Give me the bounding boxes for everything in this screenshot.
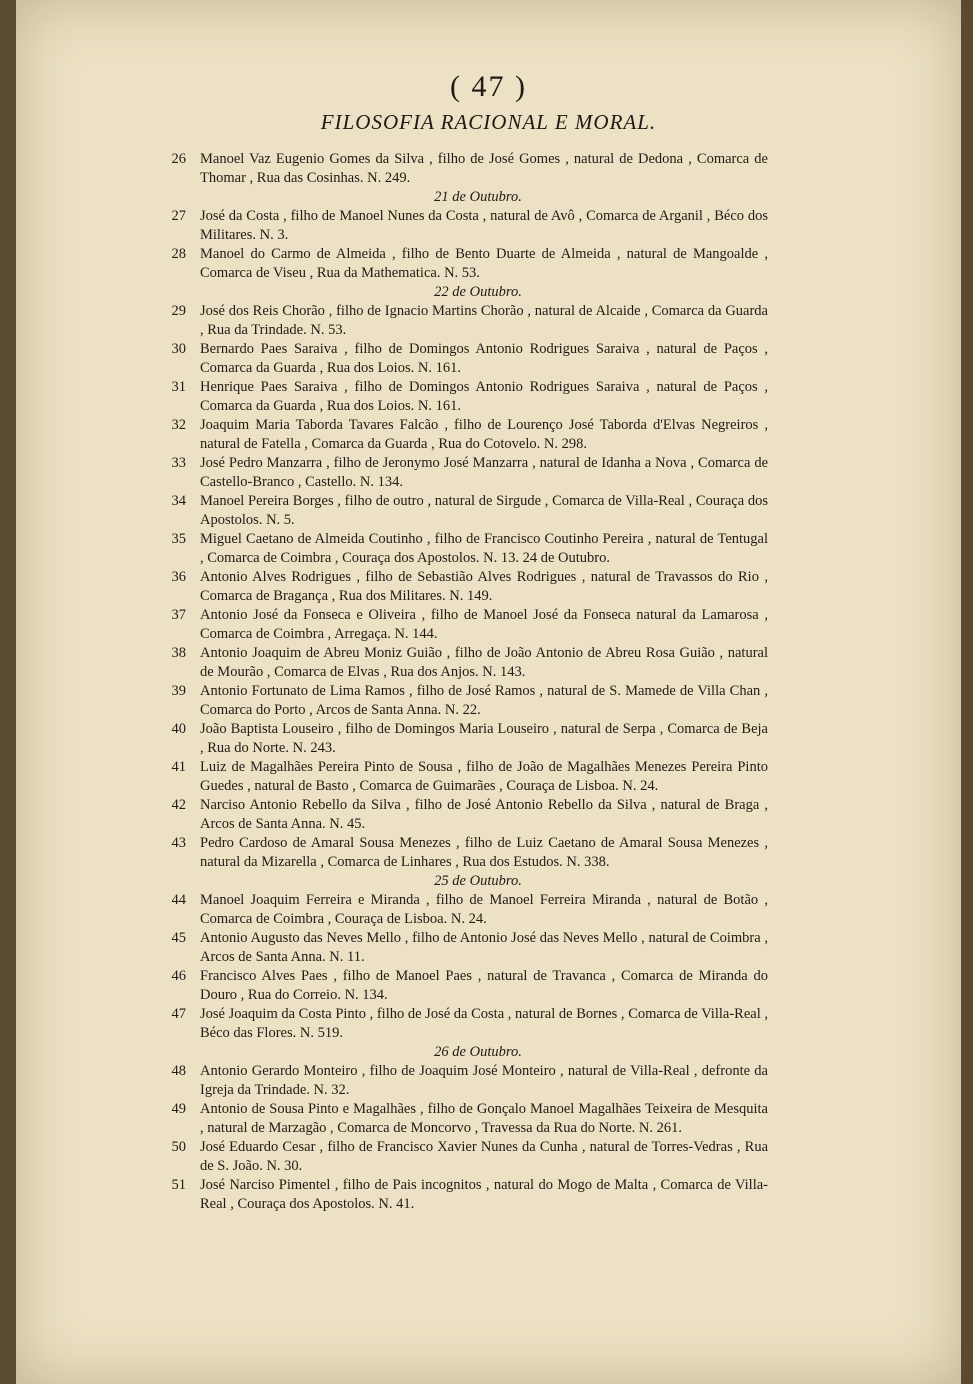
entry-text: Antonio José da Fonseca e Oliveira , filho de Manoel José da Fonseca natural da Lamarosa , Comarca de Coimbra , Arregaça. N. 144. [200,607,768,642]
date-heading: 22 de Outubro. [434,284,522,300]
entry-text: Manoel Pereira Borges , filho de outro , natural de Sirgude , Comarca de Villa-Real , Couraça dos Apostolos. N. 5. [200,493,768,528]
date-heading: 21 de Outubro. [434,189,522,205]
entry-number: 31 [171,379,186,395]
entry-number: 32 [171,417,186,433]
entry-number: 26 [171,151,186,167]
entry-number: 37 [171,607,186,623]
list-item [171,245,768,283]
entry-number: 46 [171,968,186,984]
entry-text: Bernardo Paes Saraiva , filho de Domingos Antonio Rodrigues Saraiva , natural de Paços , Comarca da Guarda , Rua dos Loios. N. 161. [200,341,768,376]
list-item [171,302,768,340]
list-item [171,454,768,492]
entry-number: 34 [171,493,186,509]
list-item [171,796,768,834]
list-item [171,682,768,720]
entry-text: Luiz de Magalhães Pereira Pinto de Sousa , filho de João de Magalhães Menezes Pereira Pinto Guedes , natural de Basto , Comarca de Guimarães , Couraça de Lisboa. N. 24. [200,759,768,794]
list-item [171,416,768,454]
entry-text: João Baptista Louseiro , filho de Domingos Maria Louseiro , natural de Serpa , Comarca de Beja , Rua do Norte. N. 243. [200,721,768,756]
entry-text: Antonio Joaquim de Abreu Moniz Guião , filho de João Antonio de Abreu Rosa Guião , natural de Mourão , Comarca de Elvas , Rua dos Anjos. N. 143. [200,645,768,680]
entry-number: 38 [171,645,186,661]
list-item [171,207,768,245]
page-number: ( 47 ) [450,70,527,103]
list-item [171,150,768,188]
entry-text: José Pedro Manzarra , filho de Jeronymo José Manzarra , natural de Idanha a Nova , Comarca de Castello-Branco , Castello. N. 134. [200,455,768,490]
entry-number: 48 [171,1063,186,1079]
entry-list [171,150,768,1214]
entry-number: 30 [171,341,186,357]
entry-text: Pedro Cardoso de Amaral Sousa Menezes , filho de Luiz Caetano de Amaral Sousa Menezes , natural da Mizarella , Comarca de Linhares , Rua dos Estudos. N. 338. [200,835,768,870]
list-item [171,1005,768,1043]
entry-text: Antonio Augusto das Neves Mello , filho de Antonio José das Neves Mello , natural de Coimbra , Arcos de Santa Anna. N. 11. [200,930,768,965]
entry-number: 41 [171,759,186,775]
list-item [171,967,768,1005]
entry-number: 39 [171,683,186,699]
entry-number: 36 [171,569,186,585]
entry-text: José Joaquim da Costa Pinto , filho de José da Costa , natural de Bornes , Comarca de Villa-Real , Béco das Flores. N. 519. [200,1006,768,1041]
entry-number: 43 [171,835,186,851]
section-title: FILOSOFIA RACIONAL E MORAL. [320,110,657,134]
list-item [171,606,768,644]
entry-text: Antonio Alves Rodrigues , filho de Sebastião Alves Rodrigues , natural de Travassos do Rio , Comarca de Bragança , Rua dos Militares. N. 149. [200,569,768,604]
entry-text: Antonio Gerardo Monteiro , filho de Joaquim José Monteiro , natural de Villa-Real , defronte da Igreja da Trindade. N. 32. [200,1063,768,1098]
entry-text: Henrique Paes Saraiva , filho de Domingos Antonio Rodrigues Saraiva , natural de Paços , Comarca da Guarda , Rua dos Loios. N. 161. [200,379,768,414]
list-item [171,1138,768,1176]
entry-number: 44 [171,892,186,908]
entry-number: 27 [171,208,186,224]
list-item [171,834,768,872]
entry-number: 47 [171,1006,186,1022]
list-item [171,1100,768,1138]
list-item [171,929,768,967]
list-item [171,644,768,682]
list-item [171,492,768,530]
entry-number: 29 [171,303,186,319]
entry-text: José Narciso Pimentel , filho de Pais incognitos , natural do Mogo de Malta , Comarca de Villa-Real , Couraça dos Apostolos. N. 41. [200,1177,768,1212]
entry-text: Manoel Vaz Eugenio Gomes da Silva , filho de José Gomes , natural de Dedona , Comarca de Thomar , Rua das Cosinhas. N. 249. [200,151,768,186]
entry-text: Francisco Alves Paes , filho de Manoel Paes , natural de Travanca , Comarca de Miranda do Douro , Rua do Correio. N. 134. [200,968,768,1003]
entry-number: 40 [171,721,186,737]
document-page [16,0,961,1384]
entry-text: José da Costa , filho de Manoel Nunes da Costa , natural de Avô , Comarca de Arganil , Béco dos Militares. N. 3. [200,208,768,243]
entry-text: Antonio de Sousa Pinto e Magalhães , filho de Gonçalo Manoel Magalhães Teixeira de Mesquita , natural de Marzagão , Comarca de Moncorvo , Travessa da Rua do Norte. N. 261. [200,1101,768,1136]
list-item [171,1062,768,1100]
entry-number: 50 [171,1139,186,1155]
entry-text: Narciso Antonio Rebello da Silva , filho de José Antonio Rebello da Silva , natural de Braga , Arcos de Santa Anna. N. 45. [200,797,768,832]
list-item [171,530,768,568]
list-item [171,758,768,796]
list-item [171,1176,768,1214]
list-item [171,378,768,416]
entry-number: 51 [171,1177,186,1193]
list-item [171,568,768,606]
entry-text: Miguel Caetano de Almeida Coutinho , filho de Francisco Coutinho Pereira , natural de Tentugal , Comarca de Coimbra , Couraça dos Apostolos. N. 13. 24 de Outubro. [200,531,768,566]
entry-text: José dos Reis Chorão , filho de Ignacio Martins Chorão , natural de Alcaide , Comarca da Guarda , Rua da Trindade. N. 53. [200,303,768,338]
entry-text: Antonio Fortunato de Lima Ramos , filho de José Ramos , natural de S. Mamede de Villa Chan , Comarca do Porto , Arcos de Santa Anna. N. 22. [200,683,768,718]
date-heading: 26 de Outubro. [434,1044,522,1060]
entry-text: Joaquim Maria Taborda Tavares Falcão , filho de Lourenço José Taborda d'Elvas Negreiros , natural de Fatella , Comarca da Guarda , Rua do Cotovelo. N. 298. [200,417,768,452]
entry-number: 49 [171,1101,186,1117]
entry-number: 33 [171,455,186,471]
entry-number: 45 [171,930,186,946]
entry-number: 35 [171,531,186,547]
list-item [171,891,768,929]
entry-text: Manoel do Carmo de Almeida , filho de Bento Duarte de Almeida , natural de Mangoalde , Comarca de Viseu , Rua da Mathematica. N. 53. [200,246,768,281]
list-item [171,720,768,758]
date-heading: 25 de Outubro. [434,873,522,889]
entry-text: Manoel Joaquim Ferreira e Miranda , filho de Manoel Ferreira Miranda , natural de Botão , Comarca de Coimbra , Couraça de Lisboa. N. 24. [200,892,768,927]
entry-number: 42 [171,797,186,813]
entry-number: 28 [171,246,186,262]
entry-text: José Eduardo Cesar , filho de Francisco Xavier Nunes da Cunha , natural de Torres-Vedras , Rua de S. João. N. 30. [200,1139,768,1174]
list-item [171,340,768,378]
